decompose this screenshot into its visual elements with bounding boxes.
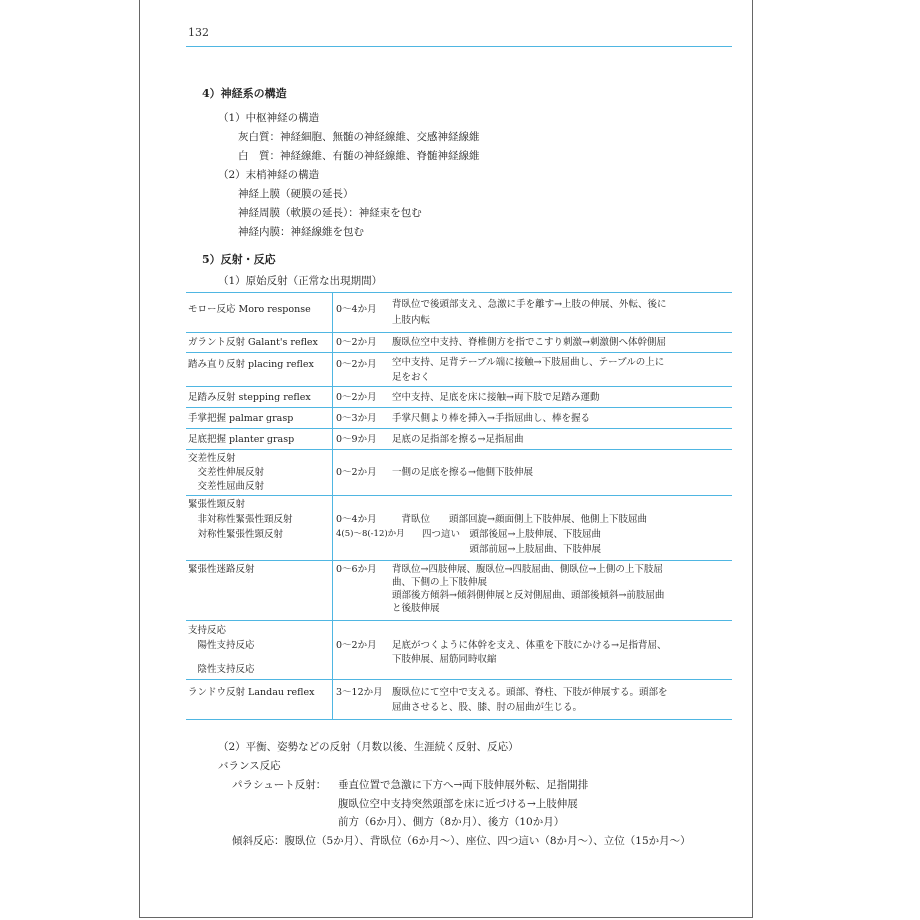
table-cell-period: 0～3か月	[336, 413, 377, 424]
table-cell-desc: 足底の足指部を擦る→足指屈曲	[392, 434, 524, 445]
section-4-2-heading: （2）末梢神経の構造	[218, 169, 320, 181]
table-cell-period: 0～2か月	[336, 337, 377, 348]
table-cell-desc: 腹臥位にて空中で支える。頭部、脊柱、下肢が伸展する。頭部を	[392, 687, 668, 698]
table-cell-desc: 上肢内転	[392, 315, 431, 326]
table-rule	[186, 352, 732, 353]
section-5-heading: 5）反射・反応	[202, 253, 276, 266]
table-cell-desc: 屈曲させると、股、膝、肘の屈曲が生じる。	[392, 702, 583, 713]
table-rule	[186, 679, 732, 680]
table-rule	[186, 407, 732, 408]
section-4-2-line-1: 神経上膜（硬膜の延長）	[238, 188, 354, 200]
table-cell-period: 3～12か月	[336, 687, 383, 698]
document-page	[139, 0, 753, 918]
header-rule	[186, 46, 732, 47]
section-4-1-heading: （1）中枢神経の構造	[218, 112, 320, 124]
page-number: 132	[188, 26, 209, 39]
table-cell-name: 非対称性緊張性頸反射	[188, 514, 293, 525]
table-cell-desc: と後肢伸展	[392, 603, 440, 614]
table-cell-name: 支持反応	[188, 625, 227, 636]
table-rule	[186, 386, 732, 387]
table-rule	[186, 719, 732, 720]
table-cell-name: 足踏み反射 stepping reflex	[188, 392, 311, 403]
section-4-heading: 4）神経系の構造	[202, 87, 287, 100]
section-5-2-heading: （2）平衡、姿勢などの反射（月数以後、生涯続く反射、反応）	[218, 741, 519, 753]
table-cell-desc: 一側の足底を擦る→他側下肢伸展	[392, 467, 533, 478]
table-rule	[186, 332, 732, 333]
table-cell-name: モロー反応 Moro response	[188, 304, 311, 315]
table-cell-name: 緊張性頸反射	[188, 499, 246, 510]
parachute-line-3: 前方（6か月）、側方（8か月）、後方（10か月）	[338, 816, 565, 828]
table-cell-desc: 空中支持、足背テーブル端に接触→下肢屈曲し、テーブルの上に	[392, 357, 665, 368]
table-cell-desc: 背臥位で後頭部支え、急激に手を離す→上肢の伸展、外転、後に	[392, 299, 667, 310]
table-cell-name: 交差性反射	[188, 453, 236, 464]
table-cell-period: 0～9か月	[336, 434, 377, 445]
section-4-2-line-2: 神経周膜（軟膜の延長）：神経束を包む	[238, 207, 422, 219]
table-cell-desc: 四つ這い 頭部後屈→上肢伸展、下肢屈曲	[422, 529, 601, 540]
table-cell-name: 陰性支持反応	[188, 664, 255, 675]
table-cell-period: 0～2か月	[336, 640, 377, 651]
table-cell-name: ガラント反射 Galant's reflex	[188, 337, 318, 348]
table-cell-name: 交差性屈曲反射	[188, 481, 265, 492]
table-cell-desc: 腹臥位空中支持、脊椎側方を指でこすり刺激→刺激側へ体幹側屈	[392, 337, 666, 348]
table-cell-period: 0～6か月	[336, 564, 377, 575]
table-rule	[186, 495, 732, 496]
table-rule	[186, 560, 732, 561]
table-cell-desc: 下肢伸展、屈筋同時収縮	[392, 654, 497, 665]
table-cell-desc: 空中支持、足底を床に接触→両下肢で足踏み運動	[392, 392, 600, 403]
table-cell-desc: 足をおく	[392, 372, 431, 383]
table-cell-name: 対称性緊張性頸反射	[188, 529, 284, 540]
table-rule	[186, 292, 732, 293]
balance-reaction-heading: バランス反応	[218, 760, 281, 772]
reflex-table	[186, 292, 732, 719]
table-cell-period: 0～2か月	[336, 467, 377, 478]
table-cell-desc: 手掌尺側より棒を挿入→手指屈曲し、棒を握る	[392, 413, 590, 424]
table-cell-desc: 背臥位 頭部回旋→顔面側上下肢伸展、他側上下肢屈曲	[392, 514, 647, 525]
table-cell-name: 足底把握 planter grasp	[188, 434, 295, 445]
table-column-divider	[332, 292, 333, 719]
table-cell-period: 0～4か月	[336, 514, 377, 525]
table-cell-desc: 頭部前屈→上肢屈曲、下肢伸展	[422, 544, 601, 555]
parachute-line-1: 垂直位置で急激に下方へ→両下肢伸展外転、足指開排	[338, 779, 589, 791]
table-cell-period: 0～2か月	[336, 359, 377, 370]
table-cell-period: 0～2か月	[336, 392, 377, 403]
section-4-2-line-3: 神経内膜：神経線維を包む	[238, 226, 364, 238]
table-rule	[186, 620, 732, 621]
table-cell-desc: 曲、下側の上下肢伸展	[392, 577, 488, 588]
table-cell-desc: 頭部後方傾斜→傾斜側伸展と反対側屈曲、頭部後傾斜→前肢屈曲	[392, 590, 665, 601]
parachute-line-2: 腹臥位空中支持突然頭部を床に近づける→上肢伸展	[338, 798, 578, 810]
table-cell-name: 手掌把握 palmar grasp	[188, 413, 294, 424]
table-rule	[186, 449, 732, 450]
section-4-1-line-1: 灰白質：神経細胞、無髄の神経線維、交感神経線維	[238, 131, 480, 143]
tilting-reaction-line: 傾斜反応：腹臥位（5か月）、背臥位（6か月～）、座位、四つ這い（8か月～）、立位（15か月～）	[232, 835, 691, 847]
section-5-1-heading: （1）原始反射（正常な出現期間）	[218, 275, 383, 287]
table-cell-name: 交差性伸展反射	[188, 467, 265, 478]
table-cell-desc: 足底がつくように体幹を支え、体重を下肢にかける→足指背屈、	[392, 640, 667, 651]
table-cell-name: 陽性支持反応	[188, 640, 255, 651]
section-4-1-line-2: 白 質：神経線維、有髄の神経線維、脊髄神経線維	[238, 150, 480, 162]
parachute-label: パラシュート反射：	[232, 779, 327, 791]
table-cell-period: 4(5)～8(-12)か月	[336, 529, 405, 539]
table-cell-name: 緊張性迷路反射	[188, 564, 255, 575]
table-cell-period: 0～4か月	[336, 304, 377, 315]
table-rule	[186, 428, 732, 429]
table-cell-desc: 背臥位→四肢伸展、腹臥位→四肢屈曲、側臥位→上側の上下肢屈	[392, 564, 663, 575]
table-cell-name: 踏み直り反射 placing reflex	[188, 359, 314, 370]
table-cell-name: ランドウ反射 Landau reflex	[188, 687, 315, 698]
